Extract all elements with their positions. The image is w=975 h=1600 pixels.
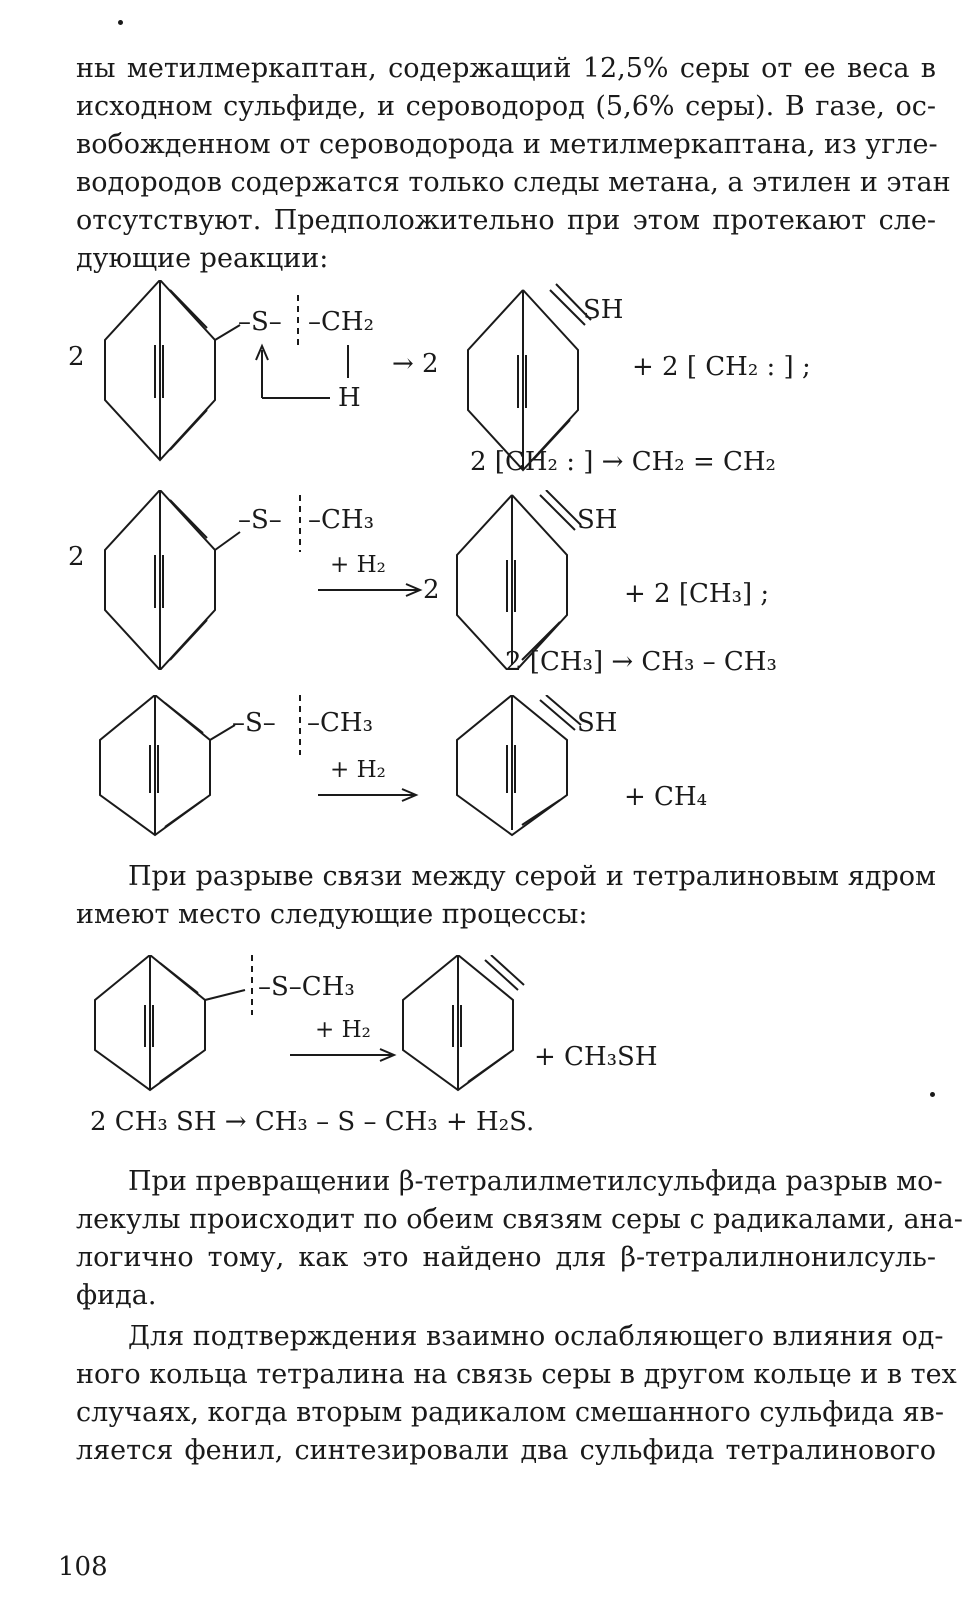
byproduct-label: + CH₄: [624, 782, 708, 812]
text-line: отсутствуют. Предположительно при этом протекают сле-: [76, 205, 936, 236]
reaction-3: [0, 695, 975, 845]
followup-equation: 2 [CH₂ : ] → CH₂ = CH₂: [470, 447, 776, 477]
sh-label: SH: [583, 295, 624, 325]
coef-2: 2: [68, 542, 85, 572]
sulfur-label: –S–: [238, 307, 282, 337]
reagent-label: + H₂: [330, 552, 386, 578]
coef-2: 2: [68, 342, 85, 372]
text-line: При превращении β-тетралилметилсульфида разрыв мо-: [128, 1166, 943, 1197]
speck-mark: [118, 20, 123, 25]
text-line: фида.: [76, 1280, 157, 1311]
tetralin-ring-product: [457, 695, 581, 835]
text-line: ны метилмеркаптан, содержащий 12,5% серы от ее веса в: [76, 53, 936, 84]
byproduct-label: + 2 [ CH₂ : ] ;: [632, 352, 811, 382]
sulfur-label: –S–: [232, 708, 276, 738]
tetralin-ring-reactant: [105, 280, 240, 460]
followup-2: [0, 640, 975, 680]
paragraph-beta-tetralyl: [76, 1163, 963, 1315]
reaction-4: [0, 955, 975, 1095]
group-label: –CH₂: [308, 307, 374, 337]
byproduct-label: + 2 [CH₃] ;: [624, 579, 770, 609]
h-label: H: [338, 383, 361, 413]
reagent-label: + H₂: [315, 1017, 371, 1043]
text-line: ного кольца тетралина на связь серы в другом кольце и в тех: [76, 1359, 957, 1390]
text-line: исходном сульфиде, и сероводород (5,6% серы). В газе, ос-: [76, 91, 936, 122]
followup-equation: 2 CH₃ SH → CH₃ – S – CH₃ + H₂S.: [90, 1107, 535, 1137]
reaction-arrow: [290, 1049, 394, 1061]
text-line: случаях, когда вторым радикалом смешанного сульфида яв-: [76, 1397, 945, 1428]
text-line: водородов содержатся только следы метана, а этилен и этан: [76, 167, 951, 198]
arrow-coef: 2: [423, 575, 440, 605]
paragraph-cleavage: [76, 858, 936, 934]
group-label: –S–CH₃: [258, 972, 355, 1002]
arrow-coef: → 2: [392, 349, 439, 379]
reaction-arrow: [318, 584, 420, 596]
reaction-arrow: [318, 789, 416, 801]
tetralin-ring-reactant: [95, 955, 245, 1090]
sh-label: SH: [577, 708, 618, 738]
tetralin-ring-reactant: [100, 695, 235, 835]
paragraph-intro: [76, 50, 951, 278]
text-line: логично тому, как это найдено для β-тетралилнонилсуль-: [76, 1242, 936, 1273]
page-number: 108: [58, 1552, 108, 1582]
text-line: имеют место следующие процессы:: [76, 899, 588, 930]
text-line: дующие реакции:: [76, 243, 329, 274]
tetralin-ring-product: [403, 955, 524, 1090]
followup-equation: 2 [CH₃] → CH₃ – CH₃: [505, 647, 777, 677]
text-line: ляется фенил, синтезировали два сульфида тетралинового: [76, 1435, 936, 1466]
followup-4: [0, 1100, 975, 1140]
byproduct-label: + CH₃SH: [534, 1042, 658, 1072]
h-transfer-arrow: [256, 345, 348, 398]
sh-label: SH: [577, 505, 618, 535]
text-line: лекулы происходит по обеим связям серы с радикалами, ана-: [76, 1204, 963, 1235]
paragraph-confirmation: [76, 1318, 957, 1470]
group-label: –CH₃: [307, 708, 373, 738]
sulfur-label: –S–: [238, 505, 282, 535]
text-line: Для подтверждения взаимно ослабляющего влияния од-: [128, 1321, 944, 1352]
group-label: –CH₃: [308, 505, 374, 535]
text-line: При разрыве связи между серой и тетралиновым ядром: [128, 861, 936, 892]
text-line: вобожденном от сероводорода и метилмеркаптана, из угле-: [76, 129, 938, 160]
reagent-label: + H₂: [330, 757, 386, 783]
followup-1: [0, 440, 975, 480]
